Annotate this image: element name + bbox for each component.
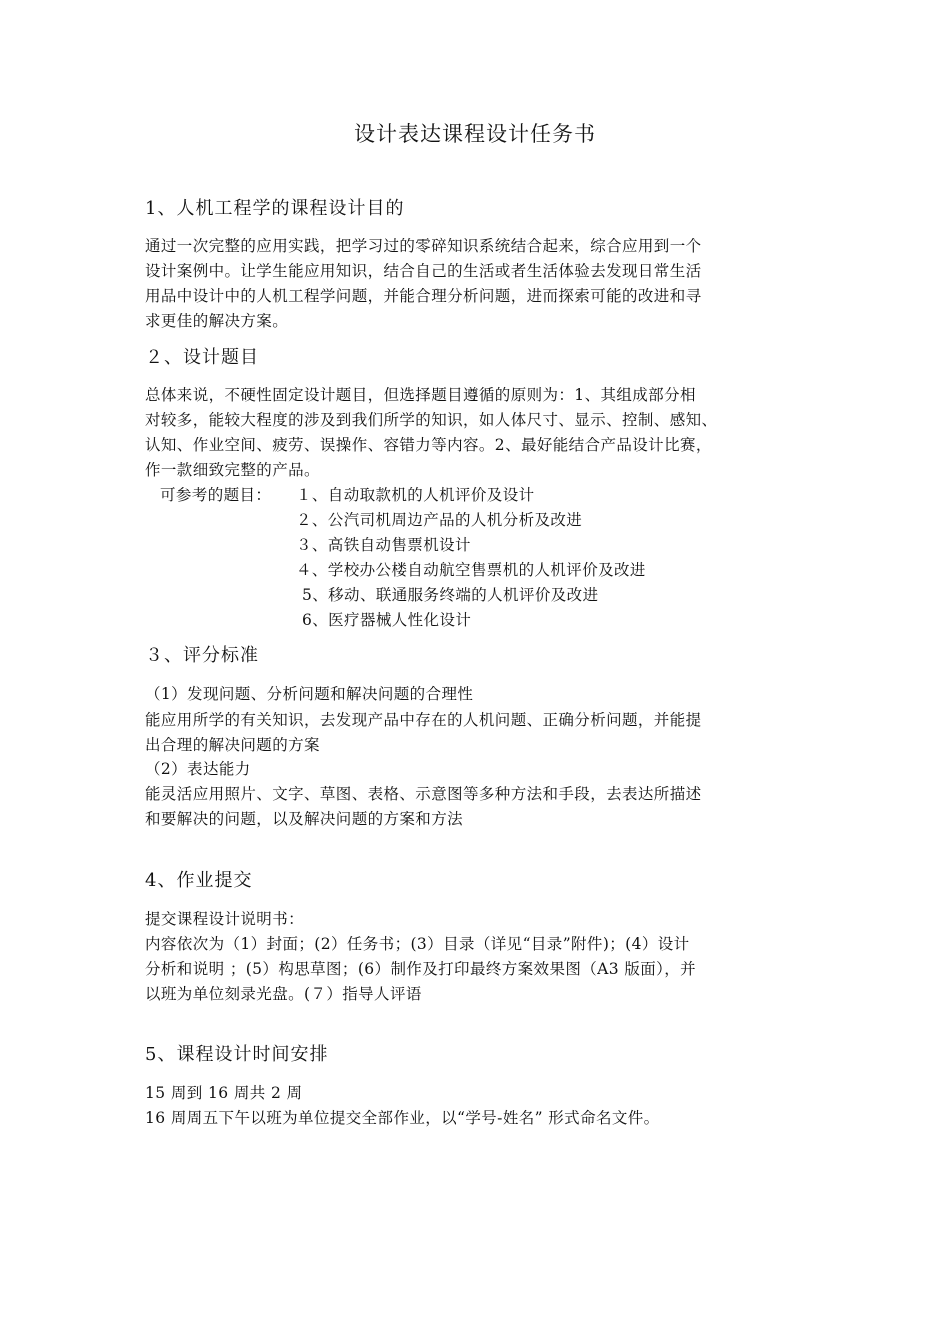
reference-topics-label: 可参考的题目： xyxy=(160,486,272,504)
section-2-line: 总体来说，不硬性固定设计题目，但选择题目遵循的原则为：1、其组成部分相 xyxy=(145,386,696,404)
section-2-line: 认知、作业空间、疲劳、误操作、容错力等内容。2、最好能结合产品设计比赛， xyxy=(145,436,712,454)
section-4-line: 分析和说明 ；(5）构思草图；(6）制作及打印最终方案效果图（A3 版面），并 xyxy=(145,960,697,978)
section-5-line: 15 周到 16 周共 2 周 xyxy=(145,1084,303,1102)
section-5-line: 16 周周五下午以班为单位提交全部作业，以“学号-姓名” 形式命名文件。 xyxy=(145,1109,660,1127)
section-3-heading: ３、评分标准 xyxy=(145,645,259,666)
section-3-line: （2）表达能力 xyxy=(145,760,251,778)
section-4-line: 内容依次为（1）封面；(2）任务书；(3）目录（详见“目录”附件)；(4）设计 xyxy=(145,935,690,953)
topic-item: ２、公汽司机周边产品的人机分析及改进 xyxy=(296,511,583,529)
section-2-line: 对较多，能较大程度的涉及到我们所学的知识，如人体尺寸、显示、控制、感知、 xyxy=(145,411,718,429)
section-3-line: 能应用所学的有关知识，去发现产品中存在的人机问题、正确分析问题，并能提 xyxy=(145,711,702,729)
section-3-line: 出合理的解决问题的方案 xyxy=(145,736,320,754)
section-2-heading: ２、设计题目 xyxy=(145,347,259,368)
section-3-line: 和要解决的问题，以及解决问题的方案和方法 xyxy=(145,810,464,828)
topic-item: １、自动取款机的人机评价及设计 xyxy=(296,486,535,504)
section-1-line: 用品中设计中的人机工程学问题，并能合理分析问题，进而探索可能的改进和寻 xyxy=(145,287,702,305)
document-title: 设计表达课程设计任务书 xyxy=(354,122,596,146)
topic-item: ３、高铁自动售票机设计 xyxy=(296,536,471,554)
section-1-line: 设计案例中。让学生能应用知识，结合自己的生活或者生活体验去发现日常生活 xyxy=(145,262,702,280)
section-3-line: （1）发现问题、分析问题和解决问题的合理性 xyxy=(145,685,474,703)
topic-item: 6、医疗器械人性化设计 xyxy=(302,611,472,629)
section-4-heading: 4、作业提交 xyxy=(145,870,253,891)
section-1-heading: 1、人机工程学的课程设计目的 xyxy=(145,198,405,219)
section-5-heading: 5、课程设计时间安排 xyxy=(145,1044,329,1065)
section-3-line: 能灵活应用照片、文字、草图、表格、示意图等多种方法和手段，去表达所描述 xyxy=(145,785,702,803)
section-4-line: 提交课程设计说明书： xyxy=(145,910,305,928)
topic-item: 5、移动、联通服务终端的人机评价及改进 xyxy=(302,586,599,604)
section-4-line: 以班为单位刻录光盘。(７）指导人评语 xyxy=(145,985,422,1003)
section-1-line: 求更佳的解决方案。 xyxy=(145,312,289,330)
topic-item: ４、学校办公楼自动航空售票机的人机评价及改进 xyxy=(296,561,646,579)
section-1-line: 通过一次完整的应用实践，把学习过的零碎知识系统结合起来，综合应用到一个 xyxy=(145,237,702,255)
section-2-line: 作一款细致完整的产品。 xyxy=(145,461,320,479)
